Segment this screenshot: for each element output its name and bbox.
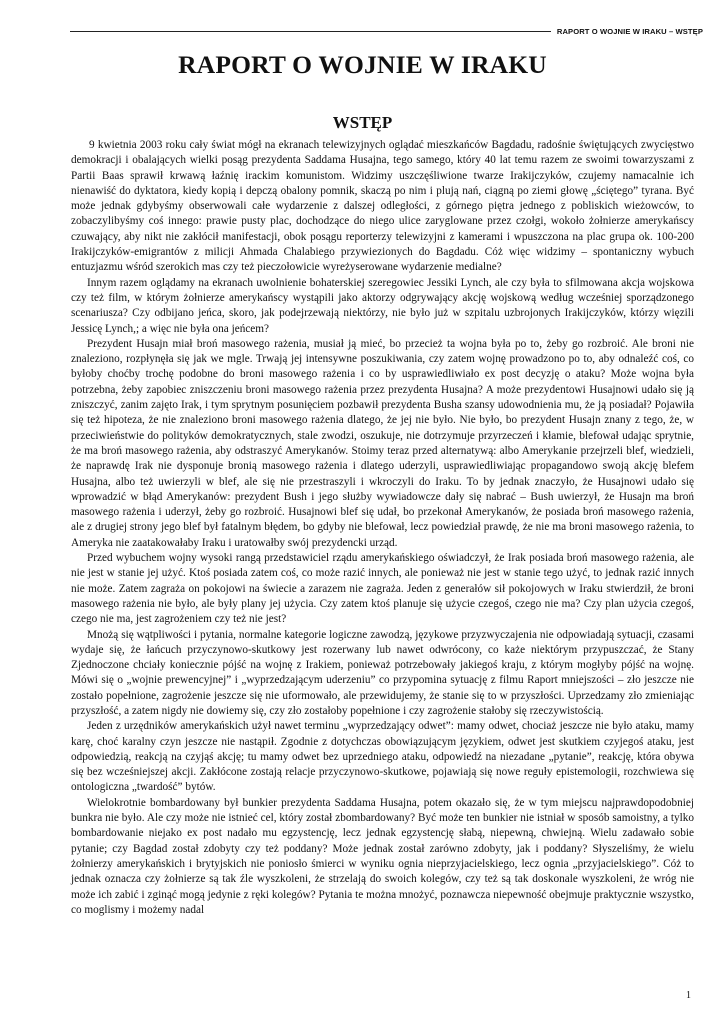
running-title: RAPORT O WOJNIE W IRAKU – WSTĘP bbox=[556, 26, 703, 36]
paragraph: Wielokrotnie bombardowany był bunkier prezydenta Saddama Husajna, potem okazało się, że w tym miejscu najprawdopodobniej bunkra nie było. Ale czy może nie istnieć cel, który został zbombardowany? Być może ten bunkier nie istniał w sposób samoistny, a tylko bombardowanie niejako ex post nadało mu egzystencję, lecz jednak egzystencję słabą, niepewną, chwiejną. Wielu zadawało sobie pytanie; czy Bagdad został zdobyty czy też poddany? Może jednak został zarówno zdobyty, jak i poddany? Słyszeliśmy, że wielu żołnierzy amerykańskich i brytyjskich nie poniosło śmierci w wyniku ognia nieprzyjacielskiego, lecz ognia „przyjacielskiego”. Cóż to jednak oznacza czy żołnierze są tak źle wyszkoleni, że strzelają do swoich kolegów, czy też są tak doskonale wyszkoleni, że wróg nie może ich zabić i zginąć mogą jedynie z ręki kolegów? Pytania te można mnożyć, poznawcza niepewność obejmuje praktycznie wszystko, co moglismy i możemy nadal bbox=[71, 796, 694, 916]
paragraph: Prezydent Husajn miał broń masowego rażenia, musiał ją mieć, bo przecież ta wojna była po to, żeby go rozbroić. Ale broni nie znaleziono, rozpłynęła się jak we mgle. Trwają jej intensywne poszukiwania, czy zatem wojnę prowadzono po to, aby odnaleźć coś, co byłoby choćby trochę podobne do broni masowego rażenia i co by usprawiedliwiało ex post decyzję o ataku? Może wojna była potrzebna, żeby zapobiec zniszczeniu broni masowego rażenia przez prezydenta Husajna? A może prezydentowi Husajnowi udało się ją zniszczyć, zanim zajęto Irak, i tym sprytnym posunięciem pozbawił prezydenta Busha szansy udowodnienia mu, że ją posiadał? Pojawiła się też hipoteza, że nie znaleziono broni masowego rażenia dlatego, że jej nie było. Nie było, bo prezydent Husajn znany z tego, że, w przeciwieństwie do polityków demokratycznych, stale zwodzi, oszukuje, nie dotrzymuje przyrzeczeń i kłamie, blefował udając sprytnie, że ma broń masowego rażenia, aby odstraszyć Amerykanów. Stoimy teraz przed alternatywą: albo Amerykanie przejrzeli blef, wiedzieli, że naprawdę Irak nie dysponuje bronią masowego rażenia i dlatego uderzyli, usprawiedliwiając propagandowo swoją akcję blefem Husajna, albo też uwierzyli w blef, ale się nie przestraszyli i wkroczyli do Iraku. To by jednak znaczyło, że Husajnowi udało się wprowadzić w błąd Amerykanów: prezydent Bush i jego służby wywiadowcze dały się nabrać – Bush uwierzył, że Husajn ma broń masowego rażenia i uderzył, żeby go rozbroić. Husajnowi blef się udał, bo przekonał Amerykanów, że posiada broń masowego rażenia, ale z drugiej strony jego blef był fatalnym błędem, bo gdyby nie blefował, lecz powiedział prawdę, że nie ma broni masowego rażenia, to Ameryka nie zaatakowałaby Iraku i uratowałby swój prezydencki urząd. bbox=[71, 337, 694, 549]
paragraph: Innym razem oglądamy na ekranach uwolnienie bohaterskiej szeregowiec Jessiki Lynch, ale czy była to sfilmowana akcja wojskowa czy też film, w którym żołnierze amerykańscy wystąpili jako aktorzy odgrywający akcję wojskową według wcześniej sporządzonego scenariusza? Czy odbijano jeńca, skoro, jak podejrzewają niektórzy, nie było już w szpitalu uzbrojonych Irakijczyków, którzy więzili Jessicę Lynch,; a więc nie była ona jeńcem? bbox=[71, 276, 694, 335]
header-rule bbox=[70, 31, 551, 32]
paragraph: Przed wybuchem wojny wysoki rangą przedstawiciel rządu amerykańskiego oświadczył, że Irak posiada broń masowego rażenia, ale nie jest w stanie jej użyć. Ktoś posiada zatem coś, co może razić innych, ale ponieważ nie jest w stanie tego użyć, to jednak razić innych nie może. Zatem zagraża on pokojowi na świecie a zarazem nie zagraża. Jeden z generałów sił pokojowych w Iraku stwierdził, że broni masowego rażenia nie było, ale były plany jej użycia. Czy zatem ktoś planuje się użycie czegoś, czego nie ma? Czy plan użycia czegoś, czego nie ma, jest zagrożeniem czy też nie jest? bbox=[71, 552, 694, 626]
body-text bbox=[71, 138, 694, 918]
paragraph: Jeden z urzędników amerykańskich użył nawet terminu „wyprzedzający odwet”: mamy odwet, chociaż jeszcze nie było ataku, mamy karę, choć karalny czyn jeszcze nie nastąpił. Zgodnie z dotychczas obowiązującym językiem, odwet jest skutkiem czyjegoś ataku, jest odpowiedzią, reakcją na czyjąś akcję; tu mamy odwet bez uprzedniego ataku, odpowiedź na niezadane „pytanie”, reakcję, która obywa się bez wcześniejszej akcji. Zakłócone zostają relacje przyczynowo-skutkowe, pojawiają się nowe reguły epistemologii, rozchwiewa się ontologiczna „twardość” bytów. bbox=[71, 720, 694, 794]
section-heading: WSTĘP bbox=[332, 113, 393, 132]
paragraph: Mnożą się wątpliwości i pytania, normalne kategorie logiczne zawodzą, językowe przyzwyczajenia nie odpowiadają sytuacji, czasami wydaje się, że łańcuch przyczynowo-skutkowy jest rozerwany lub nawet odwrócony, co każe niektórym przypuszczać, że Stany Zjednoczone chciały koniecznie pójść na wojnę z Irakiem, ponieważ potrzebowały jakiegoś kraju, z którym mogłyby pójść na wojnę. Mówi się o „wojnie prewencyjnej” i „wyprzedzającym uderzeniu” co przypomina sytuację z filmu Raport mniejszości – zło jeszcze nie zostało popełnione, zagrożenie jeszcze się nie uformowało, ale przewidujemy, że stanie się to w przyszłości. Uprzedzamy zło zmieniając przyszłość, a zatem nigdy nie dowiemy się, czy zło zostałoby popełnione i czy zagrożenie stałoby się rzeczywistością. bbox=[71, 628, 694, 717]
running-header bbox=[70, 24, 703, 38]
page-number: 1 bbox=[686, 990, 691, 1001]
document-title: RAPORT O WOJNIE W IRAKU bbox=[178, 50, 547, 79]
paragraph: 9 kwietnia 2003 roku cały świat mógł na ekranach telewizyjnych oglądać mieszkańców Bagdadu, radośnie świętujących zwycięstwo demokracji i obalających wielki posąg prezydenta Saddama Husajna, tego samego, który 40 lat temu razem ze swoimi towarzyszami z Partii Baas sprawił krwawą łaźnię irackim komunistom. Widzimy uszczęśliwione twarze Irakijczyków, czujemy namacalnie ich nienawiść do dyktatora, kiedy kopią i depczą obalony pomnik, skaczą po nim i plują nań, ciągną po ziemi głowę „ściętego” tyrana. Być może jednak gdybyśmy obserwowali całe wydarzenie z dalszej odległości, z górnego piętra jednego z pobliskich wieżowców, to zobaczylibyśmy coś innego: prawie pusty plac, dochodzące do niego ulice zaryglowane przez czołgi, wokoło żołnierze amerykańscy czuwający, aby nikt nie zakłócił manifestacji, obok posągu reporterzy telewizyjni z kamerami i wpuszczona na plac grupa ok. 100-200 Irakijczyków-emigrantów z milicji Ahmada Chalabiego przywiezionych do Bagdadu. Cóż więc widzimy – spontaniczny wybuch entuzjazmu wśród szerokich mas czy też pieczołowicie wyreżyserowane wydarzenie medialne? bbox=[71, 139, 694, 274]
